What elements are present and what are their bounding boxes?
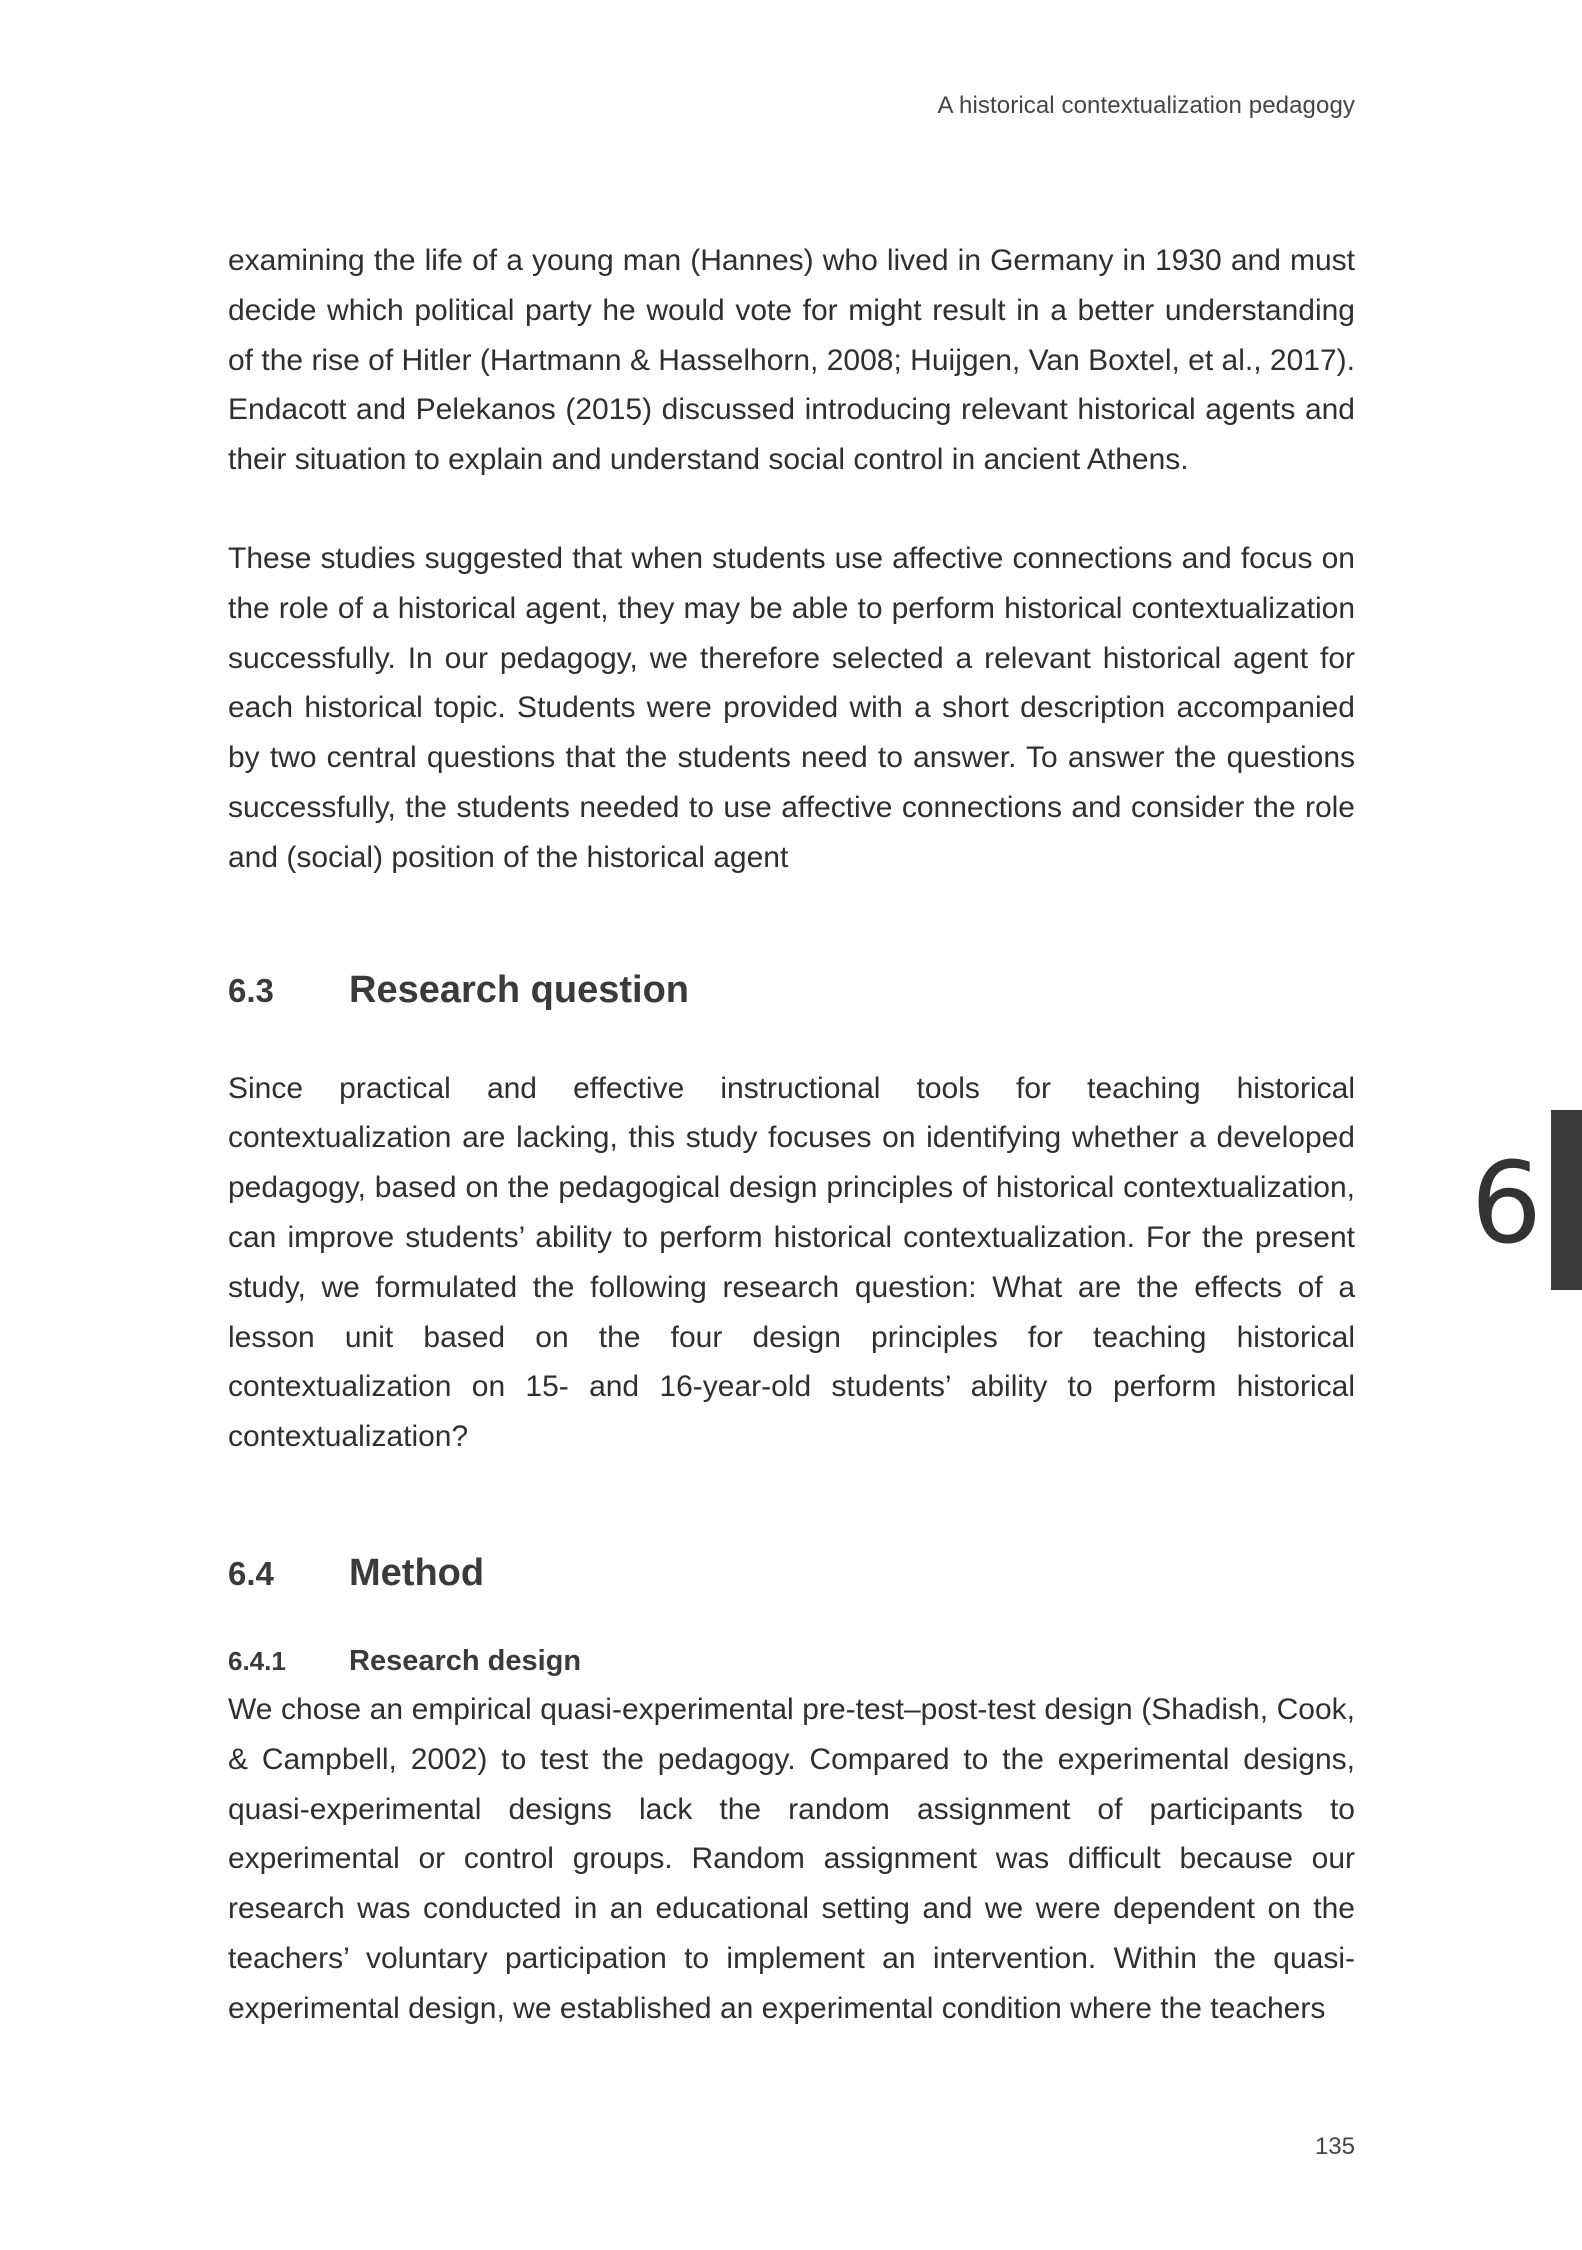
- subsection-title: Research design: [349, 1644, 582, 1677]
- section-title: Research question: [349, 968, 689, 1011]
- section-number: 6.3: [228, 971, 274, 1009]
- body-paragraph-1: examining the life of a young man (Hannes) who lived in Germany in 1930 and must decide which political party he would vote for might result in a better understanding of the rise of Hitler (Hartmann & Hasselhorn, 2008; Huijgen, Van Boxtel, et al., 2017). Endacott and Pelekanos (2015) discussed introducing relevant historical agents and their situation to explain and understand social control in ancient Athens.: [228, 244, 1355, 477]
- chapter-number: 6: [1470, 1139, 1542, 1269]
- chapter-tab: [1459, 1110, 1582, 1290]
- section-heading-6-4: [228, 1552, 1355, 1595]
- subsection-heading-6-4-1: [228, 1637, 1355, 1685]
- subsection-number: 6.4.1: [228, 1645, 286, 1676]
- chapter-tab-bar: [1551, 1110, 1582, 1290]
- research-question-paragraph: Since practical and effective instructional tools for teaching historical contextualization are lacking, this study focuses on identifying whether a developed pedagogy, based on the pedagogical design principles of historical contextualization, can improve students’ ability to perform historical contextualization. For the present study, we formulated the following research question: What are the effects of a lesson unit based on the four design principles for teaching historical contextualization on 15- and 16-year-old students’ ability to perform historical contextualization?: [228, 1071, 1355, 1454]
- section-number: 6.4: [228, 1554, 274, 1592]
- main-content: [228, 236, 1355, 2034]
- research-design-paragraph: We chose an empirical quasi-experimental pre-test–post-test design (Shadish, Cook, & Campbell, 2002) to test the pedagogy. Compared to the experimental designs, quasi-experimental designs lack the random assignment of participants to experimental or control groups. Random assignment was difficult because our research was conducted in an educational setting and we were dependent on the teachers’ voluntary participation to implement an intervention. Within the quasi-experimental design, we established an experimental condition where the teachers: [228, 1692, 1355, 2025]
- section-heading-6-3: [228, 969, 1355, 1012]
- section-title: Method: [349, 1551, 485, 1594]
- page-number: 135: [1314, 2133, 1355, 2160]
- body-paragraph-2: These studies suggested that when students use affective connections and focus on the role of a historical agent, they may be able to perform historical contextualization successfully. In our pedagogy, we therefore selected a relevant historical agent for each historical topic. Students were provided with a short description accompanied by two central questions that the students need to answer. To answer the questions successfully, the students needed to use affective connections and consider the role and (social) position of the historical agent: [228, 541, 1355, 874]
- running-header: A historical contextualization pedagogy: [937, 92, 1355, 119]
